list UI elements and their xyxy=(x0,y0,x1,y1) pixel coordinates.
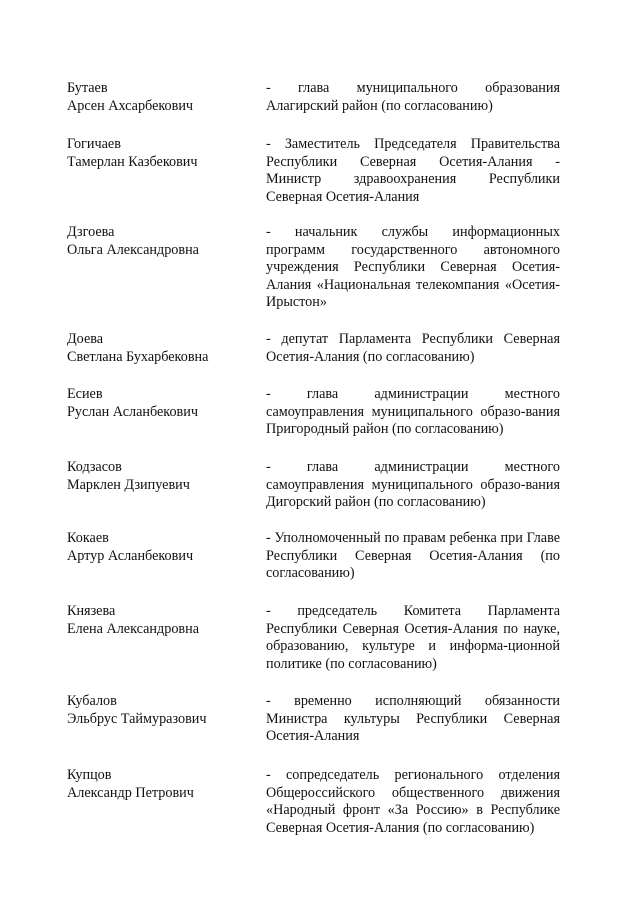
member-role: - глава муниципального образования Алагирский район (по согласованию) xyxy=(266,80,560,114)
member-role: - председатель Комитета Парламента Республики Северная Осетия-Алания по науке, образованию, культуре и информа-ционной политике (по согласованию) xyxy=(266,603,560,672)
member-surname: Кубалов xyxy=(67,693,117,709)
member-given-name: Светлана Бухарбековна xyxy=(67,348,209,365)
member-surname: Гогичаев xyxy=(67,136,121,152)
member-given-name: Эльбрус Таймуразович xyxy=(67,710,207,727)
member-surname: Купцов xyxy=(67,767,112,783)
member-name xyxy=(67,224,257,259)
member-name xyxy=(67,136,257,171)
member-role: - глава администрации местного самоуправления муниципального образо-вания Дигорский район (по согласованию) xyxy=(266,459,560,511)
member-role: - Заместитель Председателя Правительства Республики Северная Осетия-Алания - Министр здравоохранения Республики Северная Осетия-Алания xyxy=(266,136,560,205)
member-name xyxy=(67,386,257,421)
member-given-name: Тамерлан Казбекович xyxy=(67,153,198,170)
member-name xyxy=(67,530,257,565)
member-role: - депутат Парламента Республики Северная Осетия-Алания (по согласованию) xyxy=(266,331,560,365)
member-given-name: Александр Петрович xyxy=(67,784,194,801)
member-surname: Доева xyxy=(67,331,104,347)
member-surname: Кодзасов xyxy=(67,459,122,475)
member-name xyxy=(67,767,257,802)
member-role: - глава администрации местного самоуправления муниципального образо-вания Пригородный район (по согласованию) xyxy=(266,386,560,438)
member-role: - Уполномоченный по правам ребенка при Главе Республики Северная Осетия-Алания (по согласованию) xyxy=(266,530,560,582)
member-surname: Кокаев xyxy=(67,530,109,546)
member-surname: Князева xyxy=(67,603,116,619)
member-role: - временно исполняющий обязанности Министра культуры Республики Северная Осетия-Алания xyxy=(266,693,560,745)
member-surname: Бутаев xyxy=(67,80,108,96)
member-name xyxy=(67,693,257,728)
member-role: - начальник службы информационных программ государственного автономного учреждения Республики Северная Осетия-Алания «Национальная телекомпания «Осетия-Ирыстон» xyxy=(266,224,560,311)
member-given-name: Арсен Ахсарбекович xyxy=(67,97,194,114)
member-given-name: Марклен Дзипуевич xyxy=(67,476,190,493)
member-surname: Есиев xyxy=(67,386,103,402)
member-name xyxy=(67,80,257,115)
member-name xyxy=(67,603,257,638)
member-given-name: Артур Асланбекович xyxy=(67,547,194,564)
member-name xyxy=(67,459,257,494)
member-name xyxy=(67,331,257,366)
member-role: - сопредседатель регионального отделения Общероссийского общественного движения «Народный фронт «За Россию» в Республике Северная Осетия-Алания (по согласованию) xyxy=(266,767,560,836)
member-given-name: Руслан Асланбекович xyxy=(67,403,198,420)
member-given-name: Ольга Александровна xyxy=(67,241,199,258)
member-surname: Дзгоева xyxy=(67,224,115,240)
member-given-name: Елена Александровна xyxy=(67,620,199,637)
